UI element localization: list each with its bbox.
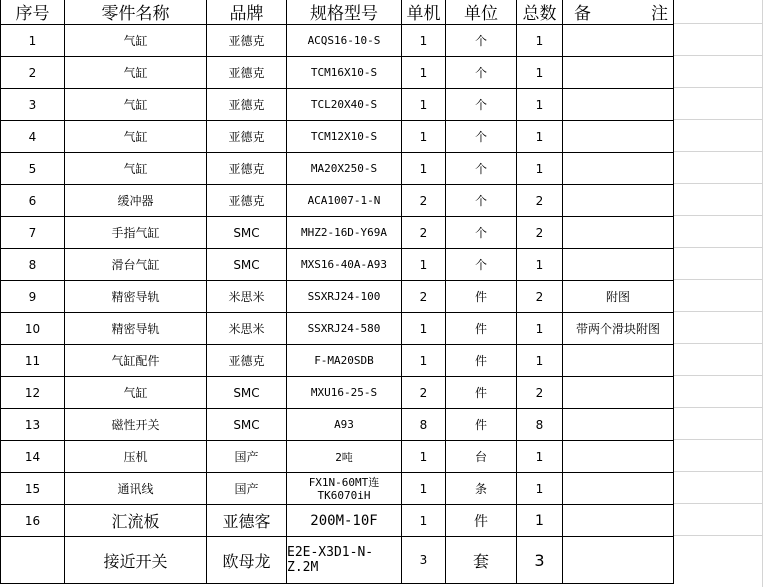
cell-name[interactable]: 气缸: [65, 25, 207, 57]
cell-unit-qty[interactable]: 2: [402, 185, 446, 217]
gridline: [673, 535, 763, 536]
cell-brand[interactable]: 米思米: [207, 281, 287, 313]
gridline: [673, 503, 763, 504]
cell-unit[interactable]: 个: [446, 217, 517, 249]
cell-unit-qty[interactable]: 3: [402, 537, 446, 584]
cell-name[interactable]: 气缸: [65, 57, 207, 89]
cell-remark[interactable]: [563, 249, 674, 281]
cell-remark[interactable]: [563, 89, 674, 121]
cell-name[interactable]: 压机: [65, 441, 207, 473]
gridline: [673, 311, 763, 312]
header-unit-qty[interactable]: 单机: [402, 0, 446, 25]
cell-unit-qty[interactable]: 2: [402, 281, 446, 313]
cell-total[interactable]: 1: [517, 25, 563, 57]
gridline: [673, 439, 763, 440]
gridline: [673, 471, 763, 472]
cell-brand[interactable]: SMC: [207, 249, 287, 281]
cell-model[interactable]: ACQS16-10-S: [287, 25, 402, 57]
cell-total[interactable]: 2: [517, 281, 563, 313]
cell-total[interactable]: 1: [517, 121, 563, 153]
cell-total[interactable]: 1: [517, 249, 563, 281]
cell-no[interactable]: 11: [1, 345, 65, 377]
cell-remark[interactable]: [563, 409, 674, 441]
cell-no[interactable]: 13: [1, 409, 65, 441]
cell-total[interactable]: 1: [517, 57, 563, 89]
cell-name[interactable]: 手指气缸: [65, 217, 207, 249]
cell-unit[interactable]: 个: [446, 185, 517, 217]
cell-remark[interactable]: [563, 345, 674, 377]
cell-unit-qty[interactable]: 1: [402, 153, 446, 185]
cell-unit[interactable]: 个: [446, 249, 517, 281]
cell-name[interactable]: 气缸: [65, 377, 207, 409]
cell-model[interactable]: MXS16-40A-A93: [287, 249, 402, 281]
cell-name[interactable]: 气缸配件: [65, 345, 207, 377]
table-row: [1, 377, 674, 409]
cell-total[interactable]: 2: [517, 185, 563, 217]
cell-name[interactable]: 汇流板: [65, 505, 207, 537]
cell-no[interactable]: 7: [1, 217, 65, 249]
cell-name[interactable]: 气缸: [65, 153, 207, 185]
cell-brand[interactable]: 亚德克: [207, 121, 287, 153]
cell-model[interactable]: FX1N-60MT连TK6070iH: [287, 473, 402, 505]
cell-unit[interactable]: 件: [446, 345, 517, 377]
cell-model[interactable]: SSXRJ24-580: [287, 313, 402, 345]
cell-total[interactable]: 1: [517, 505, 563, 537]
cell-remark[interactable]: [563, 153, 674, 185]
cell-unit-qty[interactable]: 1: [402, 345, 446, 377]
cell-remark[interactable]: 带两个滑块附图: [563, 313, 674, 345]
cell-brand[interactable]: SMC: [207, 409, 287, 441]
table-row: [1, 473, 674, 505]
cell-brand[interactable]: 亚德克: [207, 25, 287, 57]
table-row: [1, 537, 674, 584]
cell-brand[interactable]: SMC: [207, 217, 287, 249]
cell-unit-qty[interactable]: 1: [402, 57, 446, 89]
cell-no[interactable]: [1, 537, 65, 584]
cell-model[interactable]: MA20X250-S: [287, 153, 402, 185]
cell-brand[interactable]: 亚德克: [207, 345, 287, 377]
cell-remark[interactable]: [563, 121, 674, 153]
table-row: [1, 89, 674, 121]
gridline: [673, 279, 763, 280]
cell-unit-qty[interactable]: 1: [402, 505, 446, 537]
table-row: [1, 345, 674, 377]
cell-name[interactable]: 磁性开关: [65, 409, 207, 441]
cell-unit-qty[interactable]: 1: [402, 89, 446, 121]
cell-name[interactable]: 气缸: [65, 89, 207, 121]
cell-brand[interactable]: 米思米: [207, 313, 287, 345]
gridline: [673, 183, 763, 184]
cell-total[interactable]: 1: [517, 345, 563, 377]
cell-model[interactable]: TCM16X10-S: [287, 57, 402, 89]
cell-remark[interactable]: [563, 537, 674, 584]
table-row: [1, 409, 674, 441]
cell-model[interactable]: ACA1007-1-N: [287, 185, 402, 217]
gridline: [673, 55, 763, 56]
cell-brand[interactable]: 欧母龙: [207, 537, 287, 584]
cell-unit[interactable]: 件: [446, 313, 517, 345]
cell-unit[interactable]: 件: [446, 281, 517, 313]
header-no[interactable]: 序号: [1, 0, 65, 25]
gridline: [673, 343, 763, 344]
cell-no[interactable]: 5: [1, 153, 65, 185]
cell-unit[interactable]: 件: [446, 505, 517, 537]
cell-no[interactable]: 8: [1, 249, 65, 281]
cell-total[interactable]: 1: [517, 89, 563, 121]
cell-model[interactable]: 2吨: [287, 441, 402, 473]
cell-total[interactable]: 2: [517, 377, 563, 409]
cell-no[interactable]: 9: [1, 281, 65, 313]
cell-remark[interactable]: [563, 57, 674, 89]
cell-total[interactable]: 1: [517, 313, 563, 345]
cell-no[interactable]: 6: [1, 185, 65, 217]
gridline: [673, 87, 763, 88]
cell-name[interactable]: 滑台气缸: [65, 249, 207, 281]
cell-name[interactable]: 缓冲器: [65, 185, 207, 217]
cell-unit-qty[interactable]: 8: [402, 409, 446, 441]
cell-remark[interactable]: [563, 217, 674, 249]
cell-remark[interactable]: [563, 473, 674, 505]
cell-remark[interactable]: 附图: [563, 281, 674, 313]
gridline: [673, 151, 763, 152]
cell-no[interactable]: 4: [1, 121, 65, 153]
cell-unit-qty[interactable]: 1: [402, 249, 446, 281]
cell-unit-qty[interactable]: 1: [402, 473, 446, 505]
cell-name[interactable]: 精密导轨: [65, 313, 207, 345]
table-row: [1, 25, 674, 57]
cell-model[interactable]: TCM12X10-S: [287, 121, 402, 153]
cell-total[interactable]: 8: [517, 409, 563, 441]
cell-unit-qty[interactable]: 1: [402, 25, 446, 57]
cell-no[interactable]: 12: [1, 377, 65, 409]
header-unit[interactable]: 单位: [446, 0, 517, 25]
cell-brand[interactable]: 亚德客: [207, 505, 287, 537]
cell-total[interactable]: 3: [517, 537, 563, 584]
cell-no[interactable]: 14: [1, 441, 65, 473]
cell-model[interactable]: F-MA20SDB: [287, 345, 402, 377]
header-model[interactable]: 规格型号: [287, 0, 402, 25]
header-remark-a: 备: [574, 4, 591, 24]
cell-no[interactable]: 3: [1, 89, 65, 121]
cell-unit-qty[interactable]: 2: [402, 377, 446, 409]
cell-model[interactable]: MHZ2-16D-Y69A: [287, 217, 402, 249]
cell-unit[interactable]: 个: [446, 153, 517, 185]
cell-unit[interactable]: 套: [446, 537, 517, 584]
header-brand[interactable]: 品牌: [207, 0, 287, 25]
cell-total[interactable]: 1: [517, 441, 563, 473]
cell-model[interactable]: E2E-X3D1-N-Z.2M: [287, 537, 402, 584]
gridline: [673, 375, 763, 376]
table-row: [1, 217, 674, 249]
cell-no[interactable]: 15: [1, 473, 65, 505]
cell-unit[interactable]: 件: [446, 409, 517, 441]
cell-total[interactable]: 2: [517, 217, 563, 249]
cell-no[interactable]: 10: [1, 313, 65, 345]
cell-unit[interactable]: 个: [446, 57, 517, 89]
cell-total[interactable]: 1: [517, 473, 563, 505]
table-row: [1, 185, 674, 217]
cell-unit-qty[interactable]: 2: [402, 217, 446, 249]
cell-remark[interactable]: [563, 441, 674, 473]
cell-remark[interactable]: [563, 377, 674, 409]
gridline: [673, 407, 763, 408]
cell-no[interactable]: 16: [1, 505, 65, 537]
cell-brand[interactable]: 亚德克: [207, 89, 287, 121]
cell-model[interactable]: MXU16-25-S: [287, 377, 402, 409]
cell-brand[interactable]: 国产: [207, 441, 287, 473]
header-total[interactable]: 总数: [517, 0, 563, 25]
cell-model[interactable]: A93: [287, 409, 402, 441]
cell-brand[interactable]: 亚德克: [207, 153, 287, 185]
cell-remark[interactable]: [563, 25, 674, 57]
table-row: [1, 281, 674, 313]
cell-remark[interactable]: [563, 185, 674, 217]
cell-no[interactable]: 1: [1, 25, 65, 57]
header-row: [1, 0, 674, 25]
gridline: [673, 119, 763, 120]
cell-unit[interactable]: 个: [446, 121, 517, 153]
table-row: [1, 313, 674, 345]
cell-model[interactable]: TCL20X40-S: [287, 89, 402, 121]
header-remark-b: 注: [651, 4, 668, 24]
table-row: [1, 441, 674, 473]
cell-model[interactable]: SSXRJ24-100: [287, 281, 402, 313]
cell-unit-qty[interactable]: 1: [402, 313, 446, 345]
cell-total[interactable]: 1: [517, 153, 563, 185]
gridline: [673, 215, 763, 216]
header-name[interactable]: 零件名称: [65, 0, 207, 25]
cell-name[interactable]: 接近开关: [65, 537, 207, 584]
gridline: [673, 23, 763, 24]
cell-brand[interactable]: SMC: [207, 377, 287, 409]
table-row: [1, 121, 674, 153]
cell-unit[interactable]: 个: [446, 25, 517, 57]
table-row: [1, 505, 674, 537]
cell-name[interactable]: 气缸: [65, 121, 207, 153]
table-row: [1, 249, 674, 281]
table-row: [1, 57, 674, 89]
cell-unit[interactable]: 条: [446, 473, 517, 505]
cell-brand[interactable]: 亚德克: [207, 57, 287, 89]
cell-brand[interactable]: 亚德克: [207, 185, 287, 217]
cell-model[interactable]: 200M-10F: [287, 505, 402, 537]
cell-unit[interactable]: 个: [446, 89, 517, 121]
cell-unit-qty[interactable]: 1: [402, 441, 446, 473]
cell-unit-qty[interactable]: 1: [402, 121, 446, 153]
cell-remark[interactable]: [563, 505, 674, 537]
cell-name[interactable]: 精密导轨: [65, 281, 207, 313]
cell-no[interactable]: 2: [1, 57, 65, 89]
cell-name[interactable]: 通讯线: [65, 473, 207, 505]
gridline: [673, 247, 763, 248]
cell-unit[interactable]: 件: [446, 377, 517, 409]
cell-brand[interactable]: 国产: [207, 473, 287, 505]
table-row: [1, 153, 674, 185]
header-remark[interactable]: [563, 0, 674, 25]
cell-unit[interactable]: 台: [446, 441, 517, 473]
